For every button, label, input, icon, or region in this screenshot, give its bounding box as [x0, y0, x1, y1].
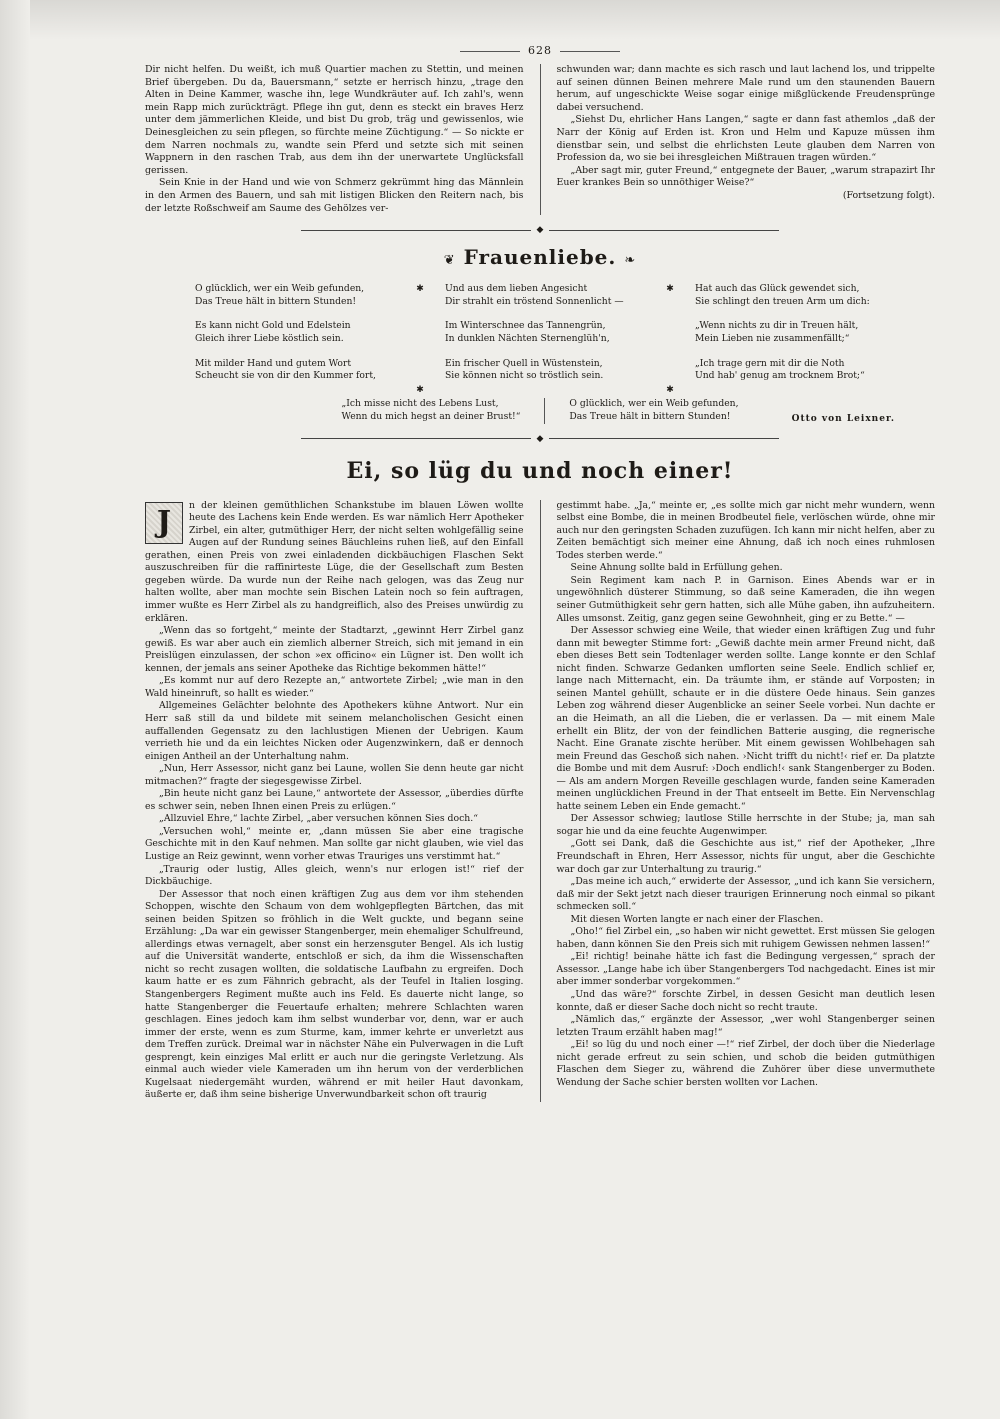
story-paragraph: „Allzuviel Ehre,“ lachte Zirbel, „aber versuchen können Sies doch.“	[159, 813, 478, 825]
stanza: O glücklich, wer ein Weib gefunden, Das Treue hält in bittern Stunden!	[569, 398, 739, 423]
page-number: 628	[145, 44, 935, 60]
newspaper-page	[145, 44, 935, 1102]
poem-author: Otto von Leixner.	[791, 413, 895, 424]
story-paragraph: Der Assessor that noch einen kräftigen Zug aus dem vor ihm stehenden Schoppen, wischte den Schaum von dem wohlgepflegten Bärtchen, das mit seinen beiden Spitzen so fröhlich in die Welt guckte, und begann seine Erzählung: „Da war ein gewisser Stangenberger, mein ehemaliger Schulfreund, allerdings etwas vernagelt, aber sonst ein herzensguter Bengel. Als ich lustig auf die Universität wanderte, entschloß er sich, da ihm die Wissenschaften nicht so recht zusagen wollten, die soldatische Laufbahn zu ergreifen. Doch kaum hatte er es zum Fähnrich gebracht, als der Teufel in Italien losging. Stangenbergers Regiment mußte auch ins Feld. Es dauerte nicht lange, so hatte Stangenberger die Feuertaufe erhalten; mehrere Schlachten waren geschlagen. Eines jedoch kam ihm selbst wunderbar vor, denn, war er auch immer der erste, wenn es zum Sturme, kam, immer kehrte er unverletzt aus dem Treffen zurück. Dreimal war in nächster Nähe ein Pulverwagen in die Luft gesprengt, kein einziges Mal erlitt er auch nur die geringste Verletzung. Als einmal auch wieder viele Kameraden um ihn herum von der verderblichen Kugelsaat niedergemäht wurden, während er mit heiler Haut davonkam, äußerte er, daß ihm seine bisherige Unverwundbarkeit schon oft traurig	[145, 888, 524, 1101]
story-paragraph: „Nämlich das,“ ergänzte der Assessor, „wer wohl Stangenberger seinen letzten Traum erzählt haben mag!“	[556, 1014, 935, 1038]
drop-cap: J	[145, 502, 183, 544]
story-paragraph: „Ei! richtig! beinahe hätte ich fast die Bedingung vergessen,“ sprach der Assessor. „Lange habe ich über Stangenbergers Tod nachgedacht. Eines ist mir aber immer sonderbar vorgekommen.“	[556, 951, 935, 988]
poem-title-text: Frauenliebe.	[463, 245, 617, 270]
story-paragraph: Allgemeines Gelächter belohnte des Apothekers kühne Antwort. Nur ein Herr saß still da und bildete mit seinem melancholischen Gesicht einen auffallenden Gegensatz zu den lachlustigen Mienen der Uebrigen. Kaum verrieth hie und da ein leichtes Nicken oder Augenzwinkern, daß er dennoch einigen Antheil an der Unterhaltung nahm.	[145, 700, 524, 762]
ornament-icon: ◆	[536, 225, 544, 236]
story-paragraph: Der Assessor schwieg; lautlose Stille herrschte in der Stube; ja, man sah sogar hie und da eine feuchte Augenwimper.	[556, 813, 935, 837]
story-paragraph: Der Assessor schwieg eine Weile, that wieder einen kräftigen Zug und fuhr dann mit bewegter Stimme fort: „Gewiß dachte mein armer Freund nicht, daß eben dieses Bett sein Todtenlager werden sollte. Lange konnte er den Schlaf nicht finden. Schwarze Gedanken umflorten seine Seele. Endlich schlief er, lange nach Mitternacht, ein. Da träumte ihm, er stände auf Vorposten; in seinen Mantel gehüllt, schaute er in die düstere Oede hinaus. Sein ganzes Leben zog während dieser Augenblicke an seiner Seele vorbei. Nun dachte er an die Heimath, an all die Lieben, die er verlassen. Da — mit einem Male erhellt ein Blitz, der von der feindlichen Batterie ausging, die regnerische Nacht. Eine Granate zischte herüber. Mit einem gewissen Wohlbehagen sah mein Freund das Geschoß sich nahen. ›Nicht trifft du nicht!‹ rief er. Da platzte die Bombe und mit dem Ausruf: ›Doch endlich!‹ sank Stangenberger zu Boden. — Als am andern Morgen Reveille geschlagen wurde, fanden seine Kameraden meinen unglücklichen Freund in der That entseelt im Bette. Ein Nervenschlag hatte seinem Leben ein Ende gemacht.“	[556, 625, 935, 812]
column-divider	[544, 398, 545, 423]
story-paragraph: „Oho!“ fiel Zirbel ein, „so haben wir nicht gewettet. Erst müssen Sie gelogen haben, dann können Sie den Preis sich mit ruhigem Gewissen nehmen lassen!“	[556, 926, 935, 950]
story-paragraph: Sein Regiment kam nach P. in Garnison. Eines Abends war er in ungewöhnlich düsterer Stimmung, so daß seine Kameraden, die ihn wegen seiner Gutmüthigkeit sehr gern hatten, sich alle Mühe gaben, ihn aufzuheitern. Alles umsonst. Zeitig, ganz gegen seine Gewohnheit, ging er zu Bette.“ —	[556, 574, 935, 624]
serial-paragraph: Dir nicht helfen. Du weißt, ich muß Quartier machen zu Stettin, und meinen Brief übergeben. Du da, Bauersmann,“ setzte er herrisch hinzu, „trage den Alten in Deine Kammer, wasche ihn, lege Wundkräuter auf. Ich zahl's, wenn mein Rapp mich zurückträgt. Pflege ihn gut, denn es steckt ein braves Herz unter dem jämmerlichen Kleide, und bist Du grob, träg und gewissenlos, wie Deinesgleichen zu sein pflegen, so fürchte meine Züchtigung.“ — So nickte er dem Narren nochmals zu, wandte sein Pferd und setzte sich mit seinen Wappnern in den raschen Trab, aus dem ihn der unerwartete Unglücksfall gerissen.	[145, 64, 524, 176]
column-divider	[540, 64, 541, 215]
serial-paragraph: „Siehst Du, ehrlicher Hans Langen,“ sagte er dann fast athemlos „daß der Narr der König auf Erden ist. Kron und Helm und Kapuze müssen ihm dienstbar sein, und selbst die ehrlichsten Leute glauben dem Narren von Profession da, wo sie bei ihresgleichen Mißtrauen tragen würden.“	[556, 114, 935, 164]
story-left-column	[145, 500, 524, 1102]
section-divider	[145, 434, 935, 444]
story-paragraph: „Nun, Herr Assessor, nicht ganz bei Laune, wollen Sie denn heute gar nicht mitmachen?“ fragte der siegesgewisse Zirbel.	[145, 763, 524, 787]
stanza: Es kann nicht Gold und Edelstein Gleich ihrer Liebe köstlich sein.	[195, 320, 351, 344]
stanza: Hat auch das Glück gewendet sich, Sie schlingt den treuen Arm um dich:	[695, 283, 870, 307]
story-paragraph: „Und das wäre?“ forschte Zirbel, in dessen Gesicht man deutlich lesen konnte, daß er dieser Sache doch nicht so recht traute.	[556, 988, 935, 1013]
story-paragraph: n der kleinen gemüthlichen Schankstube im blauen Löwen wollte heute des Lachens kein Ende werden. Es war nämlich Herr Apotheker Zirbel, ein alter, gutmüthiger Herr, der nicht selten wohlgefällig seine Augen auf der Rundung seines Bäuchleins ruhen ließ, auf den Einfall gerathen, einen Preis von zwei einladenden dickbäuchigen Flaschen Sekt auszuschreiben für die raffinirteste Lüge, die der Gesellschaft zum Besten gegeben würde. Da wurde nun der Reihe nach gelogen, was das Zeug nur halten wollte, aber man mochte sein Bischen Latein noch so fein auftragen, immer wußte es Herr Zirbel als zu handgreiflich, also des Preises unwürdig zu erklären.	[145, 499, 524, 624]
story-paragraph: „Wenn das so fortgeht,“ meinte der Stadtarzt, „gewinnt Herr Zirbel ganz gewiß. Es war aber auch ein ziemlich alberner Streich, sich mit jemand in ein Preislügen einzulassen, der schon »ex officino« ein Lügner ist. Den wollt ich kennen, der jemals ans seiner Apotheke das Richtige bekommen hätte!“	[145, 625, 524, 674]
story-paragraph: Seine Ahnung sollte bald in Erfüllung gehen.	[570, 562, 783, 574]
story-right-column	[557, 500, 936, 1102]
story-paragraph: Mit diesen Worten langte er nach einer der Flaschen.	[570, 913, 824, 925]
stanza: Und aus dem lieben Angesicht Dir strahlt ein tröstend Sonnenlicht —	[445, 283, 624, 307]
stanza: Mit milder Hand und gutem Wort Scheucht sie von dir den Kummer fort,	[195, 357, 376, 382]
serial-left-column	[145, 64, 524, 215]
stanza: Ein frischer Quell in Wüstenstein, Sie können nicht so tröstlich sein.	[445, 357, 604, 382]
continuation-note: (Fortsetzung folgt).	[842, 189, 935, 201]
stanza: „Ich misse nicht des Lebens Lust, Wenn du mich hegst an deiner Brust!“	[341, 398, 521, 423]
scan-shadow-top	[0, 0, 1000, 40]
section-divider	[145, 225, 935, 235]
serial-paragraph: schwunden war; dann machte es sich rasch und laut lachend los, und trippelte auf seinen dünnen Beinen mehrere Male rund um den staunenden Bauern herum, auf ungeschickte Weise sogar einige mißglückende Freudensprünge dabei versuchend.	[556, 64, 935, 113]
serial-paragraph: „Aber sagt mir, guter Freund,“ entgegnete der Bauer, „warum strapazirt Ihr Euer krankes Bein so unnöthiger Weise?“	[556, 164, 935, 189]
poem-column-2	[445, 283, 645, 396]
poem-title	[145, 245, 935, 271]
column-divider	[540, 500, 541, 1102]
stanza-separator: ✱ ✱	[666, 284, 674, 395]
ornament-icon: ◆	[536, 433, 544, 444]
serial-continuation	[145, 64, 935, 215]
story-title: Ei, so lüg du und noch einer!	[346, 457, 734, 484]
stanza-separator: ✱ ✱	[416, 284, 424, 395]
poem-column-1	[195, 283, 395, 396]
poem-grid	[145, 283, 935, 396]
stanza: O glücklich, wer ein Weib gefunden, Das Treue hält in bittern Stunden!	[195, 283, 365, 307]
scan-shadow-left	[0, 0, 30, 1419]
story-paragraph: „Bin heute nicht ganz bei Laune,“ antwortete der Assessor, „überdies dürfte es schwer sein, neben Ihnen einen Preis zu erlügen.“	[145, 788, 524, 812]
story-body	[145, 500, 935, 1102]
flourish-icon: ❧	[624, 253, 637, 269]
serial-right-column	[557, 64, 936, 215]
story-paragraph: gestimmt habe. „Ja,“ meinte er, „es sollte mich gar nicht mehr wundern, wenn selbst eine Bombe, die in meinen Brodbeutel fiele, verlöschen würde, ohne mir auch nur den geringsten Schaden zuzufügen. Ich kann mir nicht helfen, aber zu Zeiten bemächtigt sich meiner eine Ahnung, daß ich noch eines ruhmlosen Todes sterben werde.“	[556, 499, 935, 561]
serial-paragraph: Sein Knie in der Hand und wie von Schmerz gekrümmt hing das Männlein in den Armen des Bauern, und sah mit listigen Blicken den Reitern nach, bis der letzte Roßschweif am Saume des Gehölzes ver-	[145, 177, 524, 214]
flourish-icon: ❦	[443, 253, 456, 269]
stanza: Im Winterschnee das Tannengrün, In dunklen Nächten Sternenglüh'n,	[445, 320, 610, 344]
story-paragraph: „Versuchen wohl,“ meinte er, „dann müssen Sie aber eine tragische Geschichte mit in den Kauf nehmen. Man sollte gar nicht glauben, wie viel das Lustige an Reiz gewinnt, wenn vorher etwas Trauriges uns verstimmt hat.“	[145, 825, 524, 862]
story-paragraph: „Traurig oder lustig, Alles gleich, wenn's nur erlogen ist!“ rief der Dickbäuchige.	[145, 863, 524, 888]
stanza: „Ich trage gern mit dir die Noth Und hab' genug am trocknem Brot;“	[695, 357, 865, 382]
poem-section	[145, 245, 935, 424]
story-paragraph: „Ei! so lüg du und noch einer —!“ rief Zirbel, der doch über die Niederlage nicht gerade erfreut zu sein schien, und schob die beiden gutmüthigen Flaschen dem Sieger zu, während die Zuhörer über diese unvermuthete Wendung der Sache schier bersten wollten vor Lachen.	[556, 1039, 935, 1088]
story-paragraph: „Es kommt nur auf dero Rezepte an,“ antwortete Zirbel; „wie man in den Wald hineinruft, so hallt es wieder.“	[145, 675, 524, 699]
poem-column-3	[695, 283, 895, 396]
story-paragraph: „Gott sei Dank, daß die Geschichte aus ist,“ rief der Apotheker, „Ihre Freundschaft in Ehren, Herr Assessor, nichts für ungut, aber die Geschichte war doch gar zur Unterhaltung zu traurig.“	[556, 838, 935, 875]
stanza: „Wenn nichts zu dir in Treuen hält, Mein Lieben nie zusammenfällt;“	[695, 320, 859, 344]
story-paragraph: „Das meine ich auch,“ erwiderte der Assessor, „und ich kann Sie versichern, daß mir der Sekt jetzt nach dieser traurigen Erinnerung noch einmal so pikant schmecken soll.“	[556, 876, 935, 913]
